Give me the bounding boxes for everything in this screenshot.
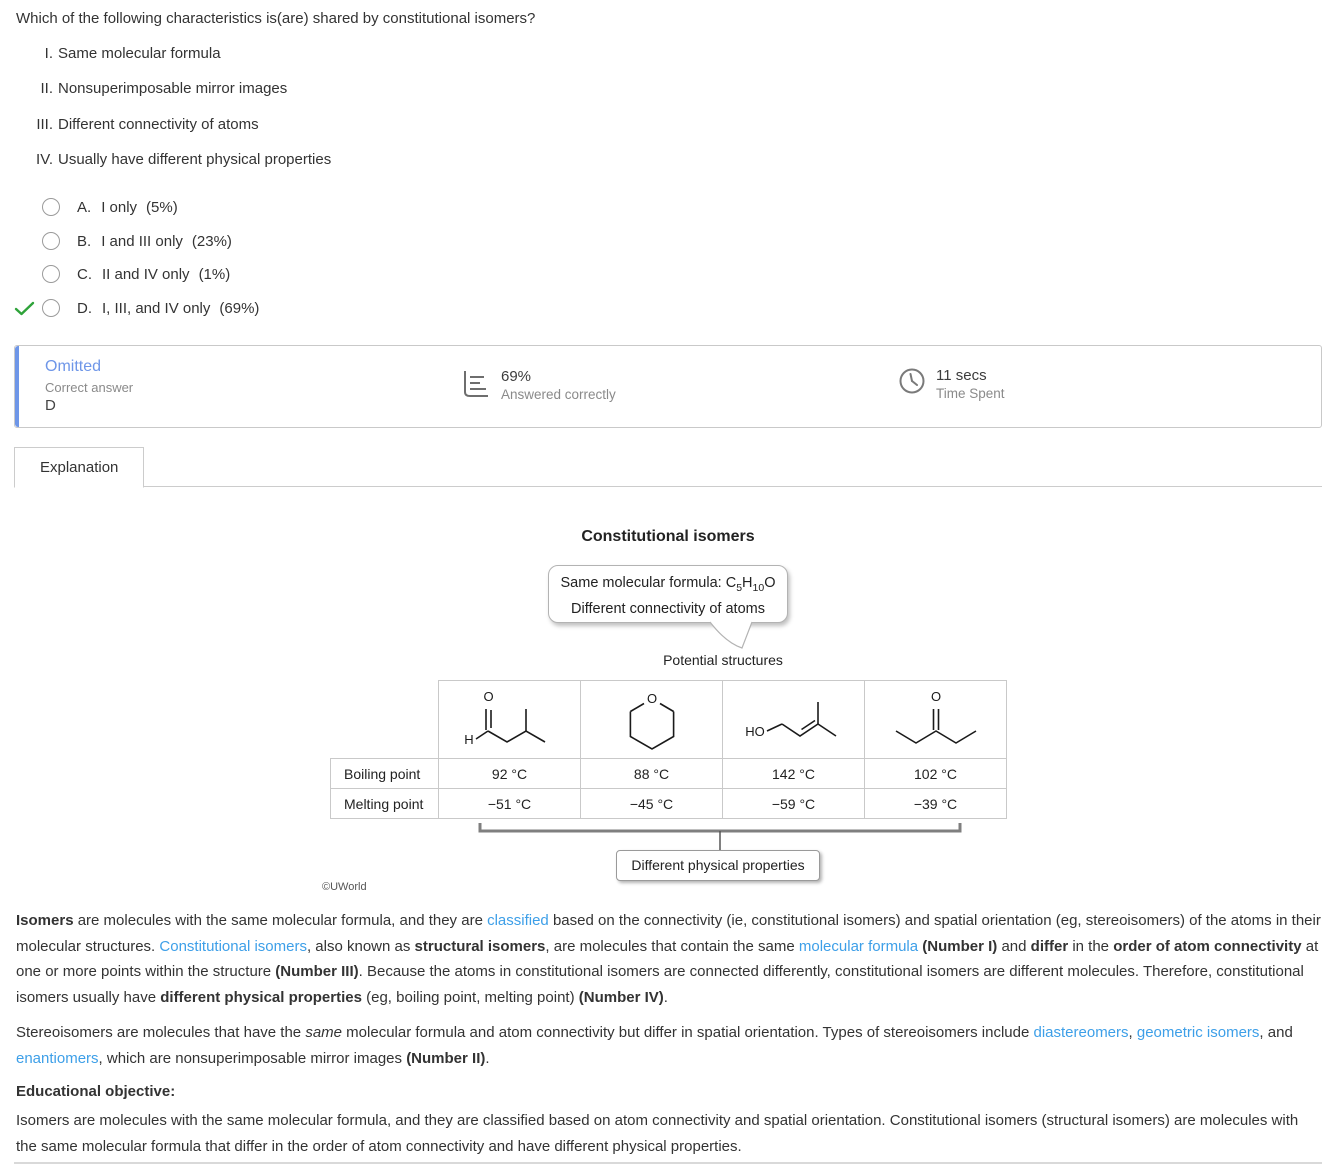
text-segment: . — [485, 1049, 490, 1067]
correct-check-icon — [14, 301, 35, 316]
choice-percent: (5%) — [146, 198, 178, 216]
numeral-text: Nonsuperimposable mirror images — [58, 80, 288, 97]
choice-percent: (1%) — [198, 265, 231, 283]
text-segment: based on the connectivity (ie, constitutional isomers) and spatial orientation (eg, stereoisomers) of the atoms in their molecular structures. — [16, 912, 1321, 955]
numeral-item-4 — [16, 151, 331, 168]
explanation-paragraph-1 — [16, 908, 1321, 1010]
inline-link[interactable]: Constitutional isomers — [159, 937, 307, 955]
text-segment: (Number III) — [275, 963, 359, 980]
table-corner-cell — [331, 681, 439, 759]
boiling-cell-4: 102 °C — [865, 759, 1007, 789]
inline-link[interactable]: molecular formula — [798, 937, 919, 955]
skeletal-structure-3-pentanone-icon — [869, 684, 1003, 756]
numeral-label: I. — [44, 45, 53, 62]
correct-answer-label: Correct answer — [45, 380, 134, 395]
text-segment: Isomers — [16, 912, 74, 929]
radio-button-c[interactable] — [42, 265, 60, 283]
correct-answer-value: D — [45, 397, 56, 414]
text-segment: (Number II) — [406, 1049, 486, 1067]
choice-row-c[interactable] — [14, 264, 230, 284]
svg-text:O: O — [646, 690, 657, 706]
choice-row-a[interactable] — [14, 197, 178, 217]
choice-letter: D. — [77, 299, 92, 317]
stats-accent-bar — [15, 346, 19, 427]
text-segment: structural isomers — [414, 937, 546, 955]
percent-correct-caption: Answered correctly — [501, 387, 616, 402]
choice-letter: A. — [77, 198, 92, 216]
educational-objective-heading: Educational objective: — [16, 1083, 176, 1100]
svg-text:HO: HO — [744, 723, 765, 739]
choice-text: II and IV only — [102, 265, 190, 283]
numeral-item-1 — [16, 45, 221, 62]
text-segment: are molecules with the same molecular formula, and they are — [73, 912, 488, 929]
structures-table — [330, 680, 1007, 819]
text-segment: in the — [1068, 937, 1114, 955]
text-segment: at one or more points within the structure — [16, 937, 1319, 980]
educational-objective-body: Isomers are molecules with the same molecular formula, and they are classified based on atom connectivity and spatial orientation. Constitutional isomers (structural isomers) are molecules with the same molecular formula that differ in the order of atom connectivity and have different physical properties. — [16, 1112, 1299, 1155]
numeral-text: Different connectivity of atoms — [58, 116, 259, 133]
result-status: Omitted — [45, 358, 102, 375]
radio-button-a[interactable] — [42, 198, 60, 216]
boiling-cell-3: 142 °C — [723, 759, 865, 789]
numeral-item-2 — [16, 80, 287, 97]
bar-chart-icon — [461, 368, 491, 400]
bottom-label-box: Different physical properties — [616, 850, 820, 881]
text-segment: different physical properties — [160, 988, 362, 1006]
callout-bubble — [548, 565, 788, 623]
clock-icon — [898, 367, 926, 395]
time-spent-value: 11 secs — [936, 367, 987, 384]
melting-cell-2: −45 °C — [581, 789, 723, 819]
structure-cell-1 — [439, 681, 581, 759]
skeletal-structure-3-methylbutanal-icon — [443, 684, 577, 756]
inline-link[interactable]: enantiomers — [16, 1049, 99, 1067]
text-segment: order of atom connectivity — [1113, 937, 1302, 955]
text-segment: , also known as — [306, 937, 415, 955]
constitutional-isomers-figure — [0, 505, 1336, 905]
choice-text: I and III only — [101, 232, 183, 250]
check-slot — [14, 301, 42, 316]
bubble-line-2: Different connectivity of atoms — [571, 600, 765, 617]
tab-bar — [14, 447, 1322, 487]
structure-cell-4 — [865, 681, 1007, 759]
question-stem: Which of the following characteristics is(are) shared by constitutional isomers? — [16, 10, 536, 27]
stats-panel — [14, 345, 1322, 428]
choice-text: I, III, and IV only — [102, 299, 211, 317]
text-segment: Stereoisomers are molecules that have the — [16, 1024, 306, 1041]
bracket-line — [478, 821, 962, 853]
svg-text:O: O — [930, 688, 941, 704]
numeral-text: Usually have different physical properties — [58, 151, 332, 168]
text-segment: . Because the atoms in constitutional isomers are connected differently, constitutional isomers are different molecules. Therefore, constitutional isomers usually have — [16, 963, 1304, 1006]
percent-correct-value: 69% — [501, 368, 532, 385]
text-segment: differ — [1030, 937, 1069, 955]
numeral-item-3 — [16, 116, 259, 133]
boiling-cell-1: 92 °C — [439, 759, 581, 789]
skeletal-structure-3-methyl-2-buten-1-ol-icon — [727, 684, 861, 756]
text-segment: , which are nonsuperimposable mirror images — [98, 1049, 407, 1067]
numeral-text: Same molecular formula — [58, 45, 221, 62]
inline-link[interactable]: diastereomers — [1033, 1024, 1129, 1041]
structure-cell-2 — [581, 681, 723, 759]
text-segment: same — [305, 1024, 343, 1041]
choice-row-d[interactable] — [14, 298, 259, 318]
row-label-melting: Melting point — [331, 789, 439, 819]
choice-percent: (69%) — [219, 299, 260, 317]
text-segment: (Number I) — [922, 937, 998, 955]
boiling-cell-2: 88 °C — [581, 759, 723, 789]
melting-cell-1: −51 °C — [439, 789, 581, 819]
numeral-label: IV. — [36, 151, 53, 168]
text-segment: molecular formula and atom connectivity but differ in spatial orientation. Types of stereoisomers include — [342, 1024, 1034, 1041]
structure-cell-3 — [723, 681, 865, 759]
text-segment: . — [663, 988, 668, 1006]
numeral-label: III. — [36, 116, 53, 133]
choice-percent: (23%) — [191, 232, 232, 250]
inline-link[interactable]: classified — [487, 912, 549, 929]
svg-text:O: O — [482, 688, 494, 704]
inline-link[interactable]: geometric isomers — [1136, 1024, 1260, 1041]
choice-letter: B. — [77, 232, 92, 250]
explanation-paragraph-2 — [16, 1020, 1321, 1071]
time-spent-caption: Time Spent — [936, 386, 1005, 401]
text-segment: , are molecules that contain the same — [545, 937, 799, 955]
text-segment: , — [1128, 1024, 1137, 1041]
bottom-divider — [14, 1162, 1322, 1164]
text-segment: (Number IV) — [578, 988, 664, 1006]
choice-text: I only — [101, 198, 138, 216]
tab-explanation[interactable]: Explanation — [14, 447, 144, 488]
radio-button-d[interactable] — [42, 299, 60, 317]
choice-row-b[interactable] — [14, 231, 232, 251]
numeral-label: II. — [40, 80, 53, 97]
figure-title: Constitutional isomers — [581, 528, 755, 545]
row-label-boiling: Boiling point — [331, 759, 439, 789]
text-segment: and — [997, 937, 1031, 955]
uworld-credit: ©UWorld — [322, 881, 367, 893]
skeletal-structure-tetrahydropyran-icon — [585, 684, 719, 756]
choice-letter: C. — [77, 265, 92, 283]
bubble-line-1: Same molecular formula: $C_5H_{10}O$ — [560, 575, 776, 594]
text-segment: , and — [1259, 1024, 1293, 1041]
melting-cell-4: −39 °C — [865, 789, 1007, 819]
svg-text:H: H — [463, 731, 474, 747]
melting-cell-3: −59 °C — [723, 789, 865, 819]
bubble-tail — [706, 621, 758, 653]
radio-button-b[interactable] — [42, 232, 60, 250]
pointer-label: Potential structures — [663, 652, 783, 668]
text-segment: (eg, boiling point, melting point) — [361, 988, 579, 1006]
